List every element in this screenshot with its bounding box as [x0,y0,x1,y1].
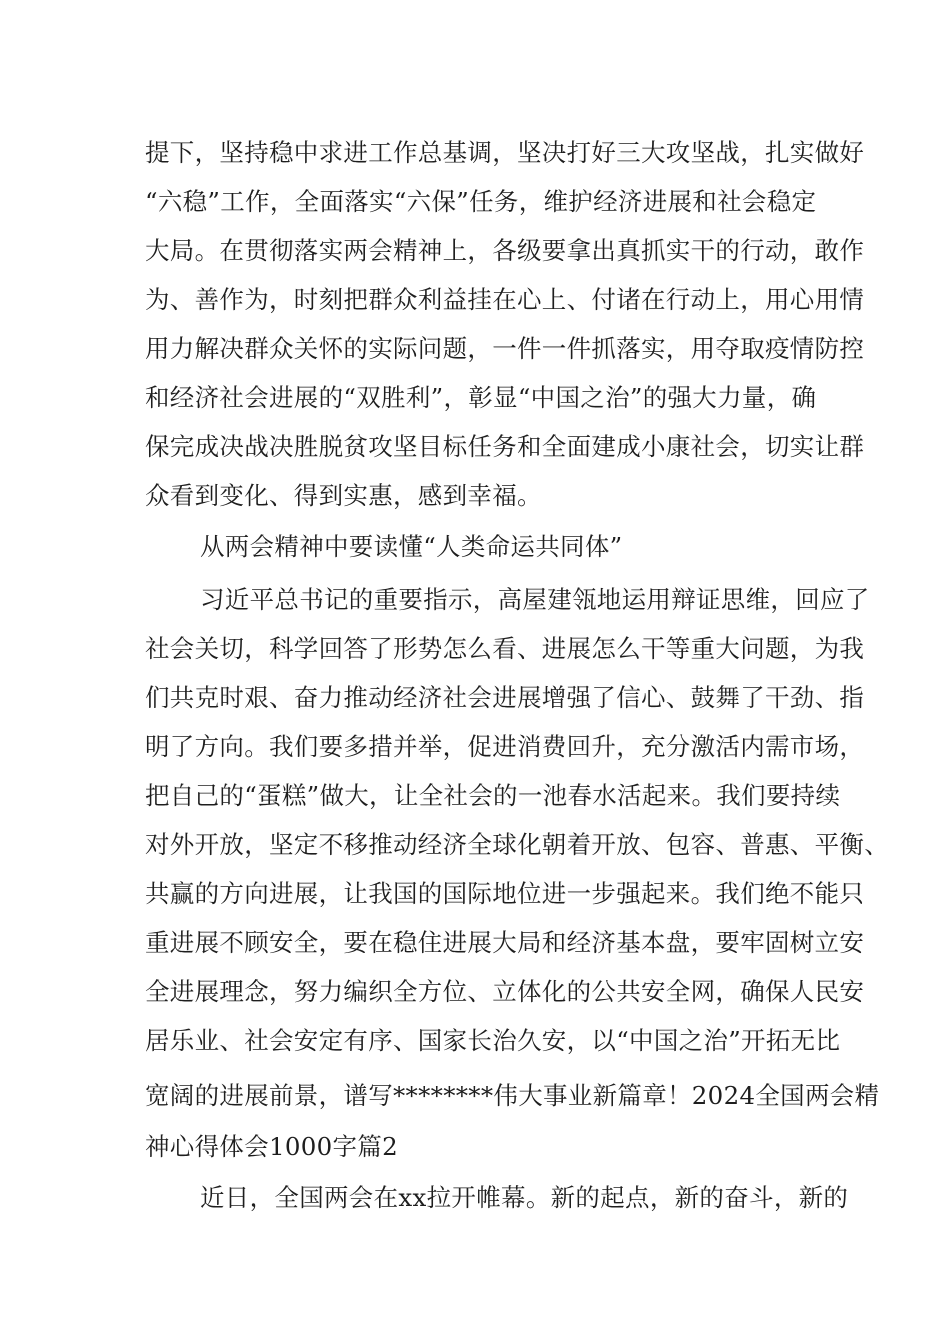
text-line: 对外开放，坚定不移推动经济全球化朝着开放、包容、普惠、平衡、 [145,830,889,859]
text-line: 用力解决群众关怀的实际问题，一件一件抓落实，用夺取疫情防控 [145,334,865,363]
text-line: 保完成决战决胜脱贫攻坚目标任务和全面建成小康社会，切实让群 [145,432,865,461]
text-line: 众看到变化、得到实惠，感到幸福。 [145,481,542,510]
text-line: 和经济社会进展的“双胜利”，彰显“中国之治”的强大力量，确 [145,383,817,412]
text-line: 居乐业、社会安定有序、国家长治久安，以“中国之治”开拓无比 [145,1026,841,1055]
text-line: 为、善作为，时刻把群众利益挂在心上、付诸在行动上，用心用情 [145,285,865,314]
text-line: 社会关切，科学回答了形势怎么看、进展怎么干等重大问题，为我 [145,634,865,663]
paragraph-first-line: 近日，全国两会在xx拉开帷幕。新的起点，新的奋斗，新的 [200,1183,849,1212]
text-line: 神心得体会1000字篇2 [145,1132,399,1161]
text-line: 重进展不顾安全，要在稳住进展大局和经济基本盘，要牢固树立安 [145,928,865,957]
text-line: 提下，坚持稳中求进工作总基调，坚决打好三大攻坚战，扎实做好 [145,138,865,167]
paragraph-first-line: 习近平总书记的重要指示，高屋建瓴地运用辩证思维，回应了 [200,585,870,614]
text-line: 宽阔的进展前景，谱写********伟大事业新篇章！2024全国两会精 [145,1081,880,1110]
text-line: 共赢的方向进展，让我国的国际地位进一步强起来。我们绝不能只 [145,879,865,908]
text-line: “六稳”工作，全面落实“六保”任务，维护经济进展和社会稳定 [145,187,817,216]
text-line: 大局。在贯彻落实两会精神上，各级要拿出真抓实干的行动，敢作 [145,236,865,265]
text-line: 们共克时艰、奋力推动经济社会进展增强了信心、鼓舞了干劲、指 [145,683,865,712]
text-line: 明了方向。我们要多措并举，促进消费回升，充分激活内需市场， [145,732,865,761]
text-line: 把自己的“蛋糕”做大，让全社会的一池春水活起来。我们要持续 [145,781,841,810]
text-line: 全进展理念，努力编织全方位、立体化的公共安全网，确保人民安 [145,977,865,1006]
section-heading: 从两会精神中要读懂“人类命运共同体” [200,532,623,561]
